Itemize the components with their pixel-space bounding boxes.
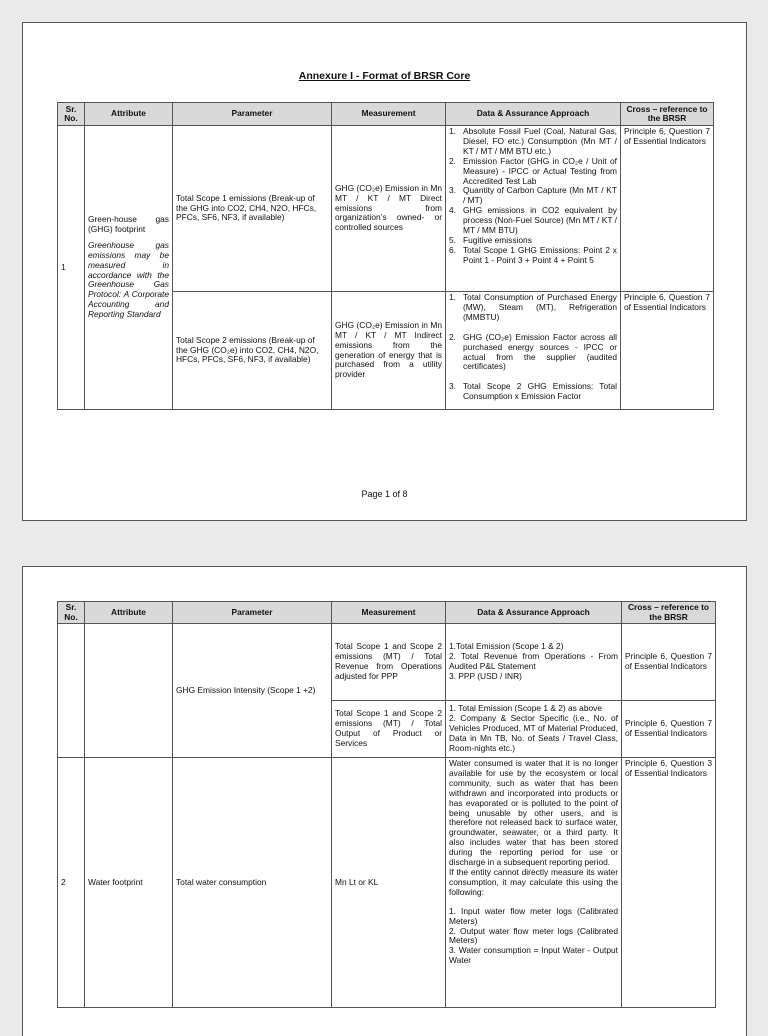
table-header-row — [58, 103, 714, 126]
sr-no-cell: 1 — [58, 126, 85, 410]
approach-cell — [446, 624, 622, 701]
header-attribute: Attribute — [85, 602, 173, 624]
attribute-cell: Water footprint — [85, 758, 173, 1008]
header-measurement: Measurement — [332, 602, 446, 624]
parameter-cell: Total Scope 2 emissions (Break-up of the GHG (CO₂e) into CO2, CH4, N2O, HFCs, PFCs, SF6, NF3, if available) — [173, 292, 332, 410]
measurement-cell: Mn Lt or KL — [332, 758, 446, 1008]
approach-line: 1. Input water flow meter logs (Calibrated Meters) — [449, 905, 618, 926]
brsr-table-page-2 — [57, 601, 716, 1008]
document-page-1 — [22, 22, 747, 521]
sr-no-cell: 2 — [58, 758, 85, 1008]
header-measurement: Measurement — [332, 103, 446, 126]
approach-paragraph: If the entity cannot directly measure its water consumption, it may calculate this using the following: — [449, 866, 618, 897]
approach-line: 3. PPP (USD / INR) — [449, 670, 522, 681]
approach-line: 1. Total Emission (Scope 1 & 2) as above — [449, 703, 603, 714]
approach-cell — [446, 126, 621, 292]
approach-line: 2. Total Revenue from Operations - From Audited P&L Statement — [449, 651, 618, 671]
approach-line: 3. Water consumption = Input Water - Output Water — [449, 945, 618, 966]
header-parameter: Parameter — [173, 103, 332, 126]
attribute-cell — [85, 624, 173, 758]
parameter-cell: Total Scope 1 emissions (Break-up of the GHG into CO2, CH4, N2O, HFCs, PFCs, SF6, NF3, if available) — [173, 126, 332, 292]
parameter-cell: Total water consumption — [173, 758, 332, 1008]
list-item: 6. Total Scope 1 GHG Emissions: Point 2 x Point 1 - Point 3 + Point 4 + Point 5 — [449, 244, 617, 265]
cross-reference-cell: Principle 6, Question 7 of Essential Indicators — [622, 701, 716, 758]
table-row — [58, 758, 716, 1008]
measurement-cell: Total Scope 1 and Scope 2 emissions (MT) / Total Output of Product or Services — [332, 701, 446, 758]
header-cross-reference: Cross – reference to the BRSR — [621, 103, 714, 126]
parameter-cell: GHG Emission Intensity (Scope 1 +2) — [173, 624, 332, 758]
cross-reference-cell: Principle 6, Question 7 of Essential Indicators — [621, 126, 714, 292]
approach-cell — [446, 758, 622, 1008]
attribute-note: Greenhouse gas emissions may be measured in accordance with the Greenhouse Gas Protocol: A Corporate Accounting and Reporting Standard — [88, 239, 169, 320]
page-number: Page 1 of 8 — [361, 489, 408, 499]
approach-line: 1.Total Emission (Scope 1 & 2) — [449, 641, 564, 652]
document-title: Annexure I - Format of BRSR Core — [298, 70, 471, 82]
approach-list — [449, 127, 617, 266]
header-attribute: Attribute — [85, 103, 173, 126]
list-item: 3. Total Scope 2 GHG Emissions: Total Consumption x Emission Factor — [449, 381, 617, 402]
approach-cell — [446, 701, 622, 758]
table-row — [58, 126, 714, 292]
header-approach: Data & Assurance Approach — [446, 602, 622, 624]
list-item: 2. GHG (CO₂e) Emission Factor across all purchased energy sources - IPCC or actual from the supplier (audited certificates) — [449, 331, 617, 372]
header-cross-reference: Cross – reference to the BRSR — [622, 602, 716, 624]
brsr-table-page-1 — [57, 102, 714, 410]
approach-line: 2. Company & Sector Specific (i.e., No. of Vehicles Produced, MT of Material Produced, Data in Mn TB, No. of Seats / Travel Class, Room-nights etc.) — [449, 713, 618, 753]
sr-no-cell — [58, 624, 85, 758]
list-item: 4. GHG emissions in CO2 equivalent by process (Non-Fuel Source) (Mn MT / KT / MT / MM BTU) — [449, 205, 617, 236]
table-row — [58, 624, 716, 701]
list-item: 1. Total Consumption of Purchased Energy (MW), Steam (MT), Refrigeration (MMBTU) — [449, 292, 617, 322]
approach-paragraph: Water consumed is water that it is no longer available for use by the ecosystem or local community, such as water that has been withdrawn and incorporated into products or has evaporated or is polluted to the point of being unusable by other users, and is therefore not released back to surface water, groundwater, seawater, or a third party. It also includes water that has been stored during the reporting period for use or discharge in a subsequent reporting period. — [449, 758, 618, 868]
list-item: 2. Emission Factor (GHG in CO₂e / Unit of Measure) - IPCC or Actual Testing from Accredited Test Lab — [449, 155, 617, 186]
cross-reference-cell: Principle 6, Question 7 of Essential Indicators — [622, 624, 716, 701]
measurement-cell: GHG (CO₂e) Emission in Mn MT / KT / MT Direct emissions from organization’s owned- or controlled sources — [332, 126, 446, 292]
attribute-cell — [85, 126, 173, 410]
cross-reference-cell: Principle 6, Question 3 of Essential Indicators — [622, 758, 716, 1008]
cross-reference-cell: Principle 6, Question 7 of Essential Indicators — [621, 292, 714, 410]
list-item: 3. Quantity of Carbon Capture (Mn MT / KT / MT) — [449, 185, 617, 206]
header-parameter: Parameter — [173, 602, 332, 624]
header-sr-no: Sr. No. — [58, 103, 85, 126]
measurement-cell: GHG (CO₂e) Emission in Mn MT / KT / MT Indirect emissions from the generation of energy that is purchased from a utility provider — [332, 292, 446, 410]
list-item: 5. Fugitive emissions — [449, 234, 532, 245]
approach-list — [449, 293, 617, 402]
list-item: 1. Absolute Fossil Fuel (Coal, Natural Gas, Diesel, FO etc.) Consumption (Mn MT / KT / MT / MM BTU etc.) — [449, 126, 617, 156]
attribute-label: Green-house gas (GHG) footprint — [88, 213, 169, 234]
measurement-cell: Total Scope 1 and Scope 2 emissions (MT) / Total Revenue from Operations adjusted for PPP — [332, 624, 446, 701]
table-header-row — [58, 602, 716, 624]
approach-line: 2. Output water flow meter logs (Calibrated Meters) — [449, 925, 618, 946]
document-page-2 — [22, 566, 747, 1036]
header-sr-no: Sr. No. — [58, 602, 85, 624]
header-approach: Data & Assurance Approach — [446, 103, 621, 126]
approach-cell — [446, 292, 621, 410]
